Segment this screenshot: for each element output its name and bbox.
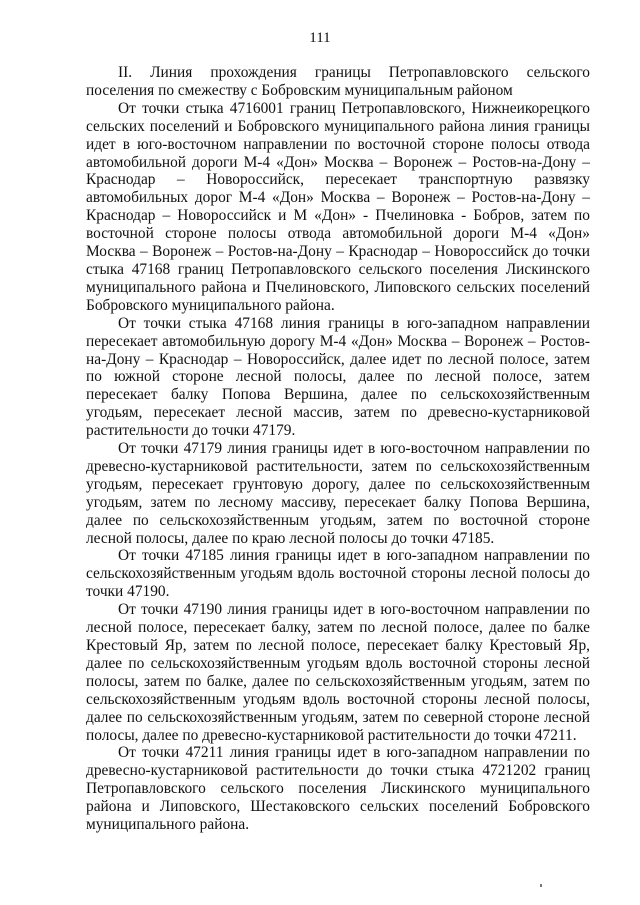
paragraph-6: От точки 47211 линия границы идет в юго-западном направлении по древесно-кустарниковой растительности до точки стыка 4721202 границ Петропавловского сельского поселения Лискинского муниципального района и Липовского, Шестаковского сельских поселений Бобровского муниципального района. xyxy=(86,744,590,834)
paragraph-5: От точки 47190 линия границы идет в юго-восточном направлении по лесной полосе, пересекает балку, затем по лесной полосе, далее по балке Крестовый Яр, затем по лесной полосе, пересекает балку Крестовый Яр, далее по сельскохозяйственным угодьям вдоль восточной стороны лесной полосы, затем по балке, далее по сельскохозяйственным угодьям, затем по сельскохозяйственным угодьям вдоль восточной стороны лесной полосы, далее по сельскохозяйственным угодьям, затем по северной стороне лесной полосы, далее по древесно-кустарниковой растительности до точки 47211. xyxy=(86,601,590,744)
page-number: 111 xyxy=(309,30,331,46)
scan-speck xyxy=(540,884,542,887)
section-heading: II. Линия прохождения границы Петропавловского сельского поселения по смежеству с Бобровским муниципальным районом xyxy=(86,64,590,99)
paragraph-2: От точки стыка 47168 линия границы в юго-западном направлении пересекает автомобильную дорогу М-4 «Дон» Москва – Воронеж – Ростов-на-Дону – Краснодар – Новороссийск, далее идет по лесной полосе, затем по южной стороне лесной полосы, далее по лесной полосе, затем пересекает балку Попова Вершина, далее по сельскохозяйственным угодьям, пересекает лесной массив, затем по древесно-кустарниковой растительности до точки 47179. xyxy=(86,314,590,440)
paragraph-3: От точки 47179 линия границы идет в юго-восточном направлении по древесно-кустарниковой растительности, затем по сельскохозяйственным угодьям, пересекает грунтовую дорогу, далее по сельскохозяйственным угодьям, затем по лесному массиву, пересекает балку Попова Вершина, далее по сельскохозяйственным угодьям, затем по восточной стороне лесной полосы, далее по краю лесной полосы до точки 47185. xyxy=(86,440,590,547)
paragraph-1: От точки стыка 4716001 границ Петропавловского, Нижнеикорецкого сельских поселений и Бобровского муниципального района линия границы идет в юго-восточном направлении по восточной стороне полосы отвода автомобильной дороги М-4 «Дон» Москва – Воронеж – Ростов-на-Дону – Краснодар – Новороссийск, пересекает транспортную развязку автомобильных дорог М-4 «Дон» Москва – Воронеж – Ростов-на-Дону – Краснодар – Новороссийск и М «Дон» - Пчелиновка - Бобров, затем по восточной стороне полосы отвода автомобильной дороги М-4 «Дон» Москва – Воронеж – Ростов-на-Дону – Краснодар – Новороссийск до точки стыка 47168 границ Петропавловского сельского поселения Лискинского муниципального района и Пчелиновского, Липовского сельских поселений Бобровского муниципального района. xyxy=(86,99,590,314)
paragraph-4: От точки 47185 линия границы идет в юго-западном направлении по сельскохозяйственным угодьям вдоль восточной стороны лесной полосы до точки 47190. xyxy=(86,547,590,601)
document-body xyxy=(86,64,590,834)
